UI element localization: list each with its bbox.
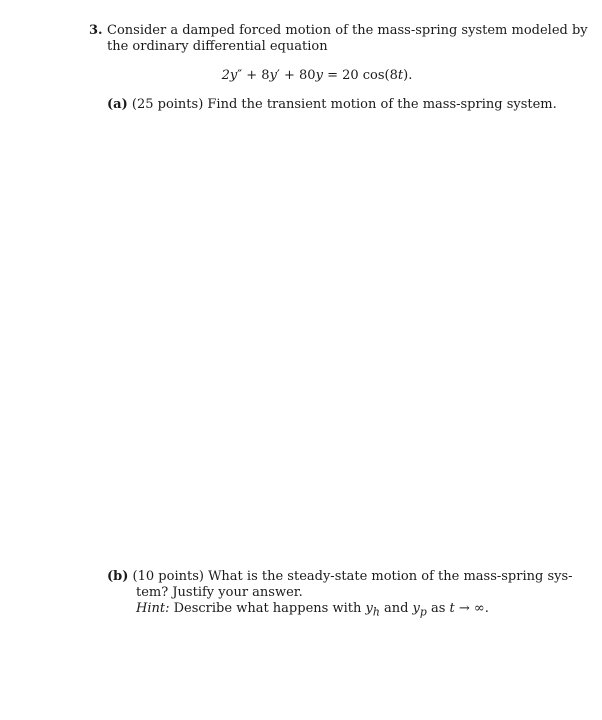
hint-pre: Describe what happens with — [169, 601, 366, 616]
part-b-text-line-1: (10 points) What is the steady-state motion of the mass-spring sys- — [132, 569, 573, 584]
part-a — [107, 97, 557, 113]
hint-arrow-inf: → ∞. — [454, 601, 489, 616]
hint-and: and — [379, 601, 413, 616]
part-b-text-line-2: tem? Justify your answer. — [136, 585, 303, 600]
part-b-line-1 — [107, 569, 573, 585]
part-b-hint — [136, 601, 489, 621]
hint-yh-sub: h — [372, 605, 380, 619]
hint-yp-sub: p — [419, 605, 427, 619]
hint-yh: y — [365, 601, 373, 616]
part-a-label: (a) — [107, 97, 128, 112]
hint-label: Hint: — [136, 601, 170, 616]
eq-term-y2: y — [315, 68, 323, 83]
eq-double-prime: ″ — [237, 68, 243, 83]
eq-prime: ′ — [276, 68, 280, 83]
eq-plus-8: + 8 — [242, 68, 270, 83]
hint-yp: y — [412, 601, 420, 616]
eq-plus-80: + 80 — [279, 68, 316, 83]
problem-number: 3. — [89, 23, 103, 38]
part-b-line-2 — [136, 585, 303, 601]
problem-statement-line-2: the ordinary differential equation — [107, 39, 328, 54]
part-a-text: (25 points) Find the transient motion of the mass-spring system. — [131, 97, 557, 112]
eq-term-y: y — [269, 68, 277, 83]
hint-as: as — [426, 601, 450, 616]
hint-t: t — [449, 601, 455, 616]
eq-close: ). — [403, 68, 413, 83]
differential-equation — [0, 68, 602, 83]
eq-t: t — [397, 68, 404, 83]
problem-statement-line-1: Consider a damped forced motion of the mass-spring system modeled by — [107, 23, 588, 38]
eq-term-2y: 2y — [221, 68, 238, 83]
eq-equals-rhs: = 20 cos(8 — [322, 68, 398, 83]
part-b-label: (b) — [107, 569, 129, 584]
